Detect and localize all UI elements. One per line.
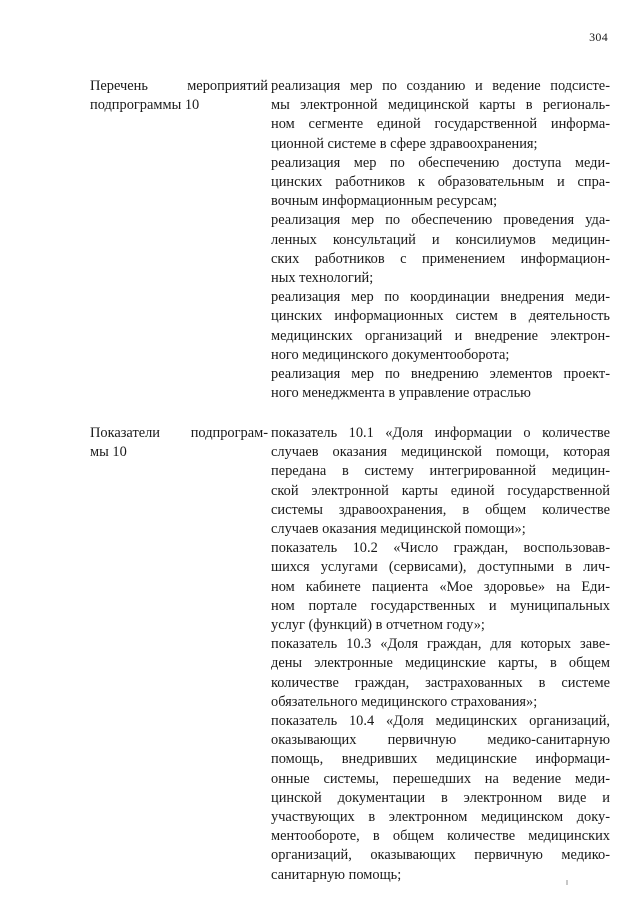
label-word: Перечень: [90, 78, 148, 94]
content-line: ного менеджмента в управление отраслью: [271, 385, 531, 402]
content-line: санитарную помощь;: [271, 866, 402, 883]
content-line: показатель 10.1 «Доля информации о количестве: [271, 425, 610, 441]
label-word: Показатели: [90, 425, 161, 441]
content-line: медицинских организаций и внедрение электрон-: [271, 327, 610, 344]
content-line: ских работников с применением информацион-: [271, 250, 610, 267]
label-line: [90, 77, 268, 96]
content-line: шихся услугами (сервисами), доступными в лич-: [271, 559, 610, 576]
label-line: мы 10: [90, 444, 127, 461]
content-line: показатель 10.3 «Доля граждан, для которых заве-: [271, 636, 610, 653]
page-number: 304: [589, 30, 608, 44]
content-line: помощь, внедривших медицинские информаци-: [271, 751, 610, 768]
label-line: подпрограммы 10: [90, 97, 200, 114]
content-line: мы электронной медицинской карты в региональ-: [271, 97, 610, 114]
content-line: количестве граждан, застрахованных в системе: [271, 674, 610, 691]
content-line: показатель 10.4 «Доля медицинских организаций,: [271, 713, 610, 730]
content-line: услуг (функций) в отчетном году»;: [271, 617, 485, 634]
section-label: [90, 77, 268, 115]
content-line: организаций, оказывающих первичную медико-: [271, 847, 610, 864]
section-content: [271, 77, 610, 403]
content-line: показатель 10.2 «Число граждан, воспользовав-: [271, 540, 610, 557]
content-line: обязательного медицинского страхования»;: [271, 693, 538, 710]
content-line: ционной системе в сфере здравоохранения;: [271, 135, 538, 152]
section-content: [271, 424, 610, 885]
label-word: подпрограм-: [190, 425, 268, 441]
content-line: ментообороте, в общем количестве медицинских: [271, 828, 610, 845]
content-line: передана в систему интегрированной медицин-: [271, 463, 610, 480]
content-line: системы здравоохранения, в общем количестве: [271, 501, 610, 518]
content-line: онные системы, перешедших на ведение меди-: [271, 770, 610, 787]
content-line: ской электронной карты единой государственной: [271, 482, 610, 499]
scan-speck: [566, 880, 568, 885]
content-line: дены электронные медицинские карты, в общем: [271, 655, 610, 672]
content-line: ленных консультаций и консилиумов медицин-: [271, 231, 610, 248]
content-line: реализация мер по обеспечению проведения уда-: [271, 212, 610, 229]
label-line: [90, 424, 268, 443]
section-label: [90, 424, 268, 462]
content-line: реализация мер по внедрению элементов проект-: [271, 366, 610, 383]
content-line: цинских работников к образовательным и спра-: [271, 174, 610, 191]
content-line: реализация мер по координации внедрения меди-: [271, 289, 610, 306]
content-line: случаев оказания медицинской помощи, которая: [271, 444, 610, 461]
content-line: ном портале государственных и муниципальных: [271, 597, 610, 614]
content-line: вочным информационным ресурсам;: [271, 193, 498, 210]
content-line: оказывающих первичную медико-санитарную: [271, 732, 610, 749]
content-line: реализация мер по созданию и ведение подсисте-: [271, 78, 610, 94]
content-line: ном сегменте единой государственной информа-: [271, 116, 610, 133]
content-line: реализация мер по обеспечению доступа меди-: [271, 154, 610, 171]
content-line: ном кабинете пациента «Мое здоровье» на Еди-: [271, 578, 610, 595]
content-line: участвующих в электронном медицинском доку-: [271, 809, 610, 826]
content-line: случаев оказания медицинской помощи»;: [271, 521, 526, 538]
content-line: ных технологий;: [271, 270, 374, 287]
label-word: мероприятий: [187, 78, 268, 94]
content-line: ного медицинского документооборота;: [271, 346, 510, 363]
content-line: цинской документации в электронном виде и: [271, 789, 610, 806]
content-line: цинских информационных систем в деятельность: [271, 308, 610, 325]
